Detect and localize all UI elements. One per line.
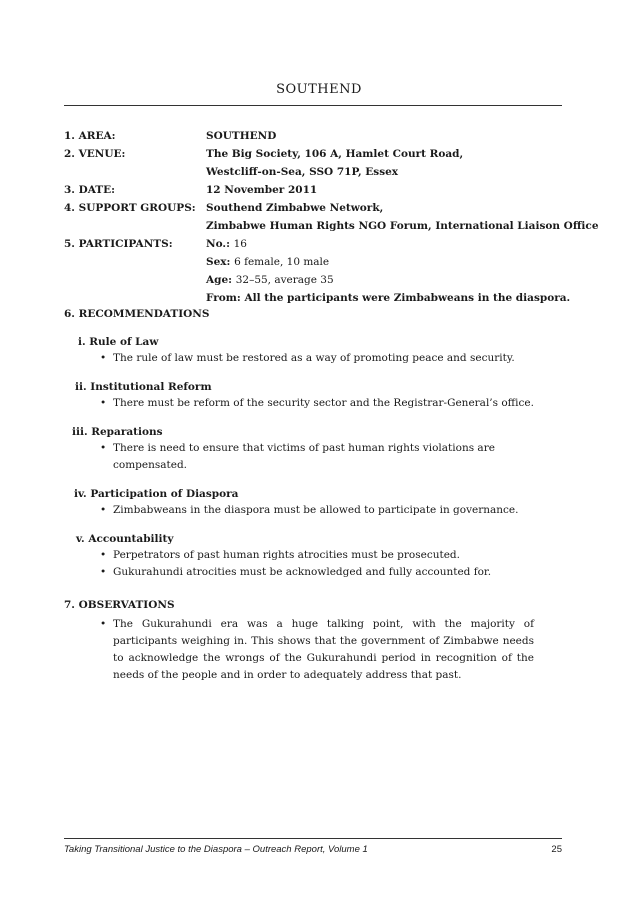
page-number: 25 [551,844,562,855]
bullet-icon: • [100,566,107,578]
rec-heading: i. Rule of Law [78,336,159,348]
footer-report-title: Taking Transitional Justice to the Diaspora – Outreach Report, Volume 1 [64,844,368,855]
participants-row [64,235,571,307]
list-item: • The rule of law must be restored as a way of promoting peace and security. [100,350,564,367]
rec-heading: iv. Participation of Diaspora [74,488,239,500]
rec-heading: iii. Reparations [72,426,163,438]
participants-number: No.: 16 [206,238,247,250]
venue-row [64,145,564,181]
bullet-icon: • [100,618,107,630]
bullet-icon: • [100,504,107,516]
page-footer [64,844,562,855]
bullet-icon: • [100,397,107,409]
rec-group-diaspora [74,486,564,519]
area-value: SOUTHEND [206,130,277,142]
support-groups-line-2: Zimbabwe Human Rights NGO Forum, International Liaison Office [206,220,599,232]
rec-group-rule-of-law [78,334,564,367]
observations-section [64,597,564,684]
date-row [64,181,564,199]
area-label: 1. AREA: [64,130,116,142]
venue-label: 2. VENUE: [64,148,126,160]
participants-age: Age: 32–55, average 35 [206,274,334,286]
area-row [64,127,564,145]
rec-group-reparations [72,424,564,474]
support-groups-label: 4. SUPPORT GROUPS: [64,202,196,214]
date-value: 12 November 2011 [206,184,318,196]
participants-from: From: All the participants were Zimbabweans in the diaspora. [206,292,571,304]
recommendations-section [64,306,564,581]
list-item: • Gukurahundi atrocities must be acknowledged and fully accounted for. [100,564,564,581]
list-item: • There is need to ensure that victims of past human rights violations are compensated. [100,440,564,474]
support-groups-line-1: Southend Zimbabwe Network, [206,202,384,214]
recommendations-heading: 6. RECOMMENDATIONS [64,308,210,320]
list-item: • Zimbabweans in the diaspora must be allowed to participate in governance. [100,502,564,519]
rec-heading: v. Accountability [76,533,174,545]
observations-heading: 7. OBSERVATIONS [64,599,175,611]
participants-sex: Sex: 6 female, 10 male [206,256,330,268]
footer-divider [64,838,562,839]
participants-label: 5. PARTICIPANTS: [64,238,173,250]
page-title: SOUTHEND [276,82,362,97]
list-item: • There must be reform of the security sector and the Registrar-General’s office. [100,395,564,412]
bullet-icon: • [100,352,107,364]
support-groups-row [64,199,599,235]
bullet-icon: • [100,549,107,561]
venue-line-1: The Big Society, 106 A, Hamlet Court Road, [206,148,464,160]
meeting-info [64,127,599,307]
date-label: 3. DATE: [64,184,115,196]
list-item: • Perpetrators of past human rights atrocities must be prosecuted. [100,547,564,564]
rec-group-accountability [76,531,564,581]
rec-group-institutional-reform [75,379,564,412]
bullet-icon: • [100,442,107,454]
rec-heading: ii. Institutional Reform [75,381,212,393]
venue-line-2: Westcliff-on-Sea, SSO 71P, Essex [206,166,399,178]
title-divider [64,105,562,106]
list-item: • The Gukurahundi era was a huge talking point, with the majority of participants weighing in. This shows that the government of Zimbabwe needs to acknowledge the wrongs of the Gukurahundi period in recognition of the needs of the people and in order to adequately address that past. [100,616,534,684]
